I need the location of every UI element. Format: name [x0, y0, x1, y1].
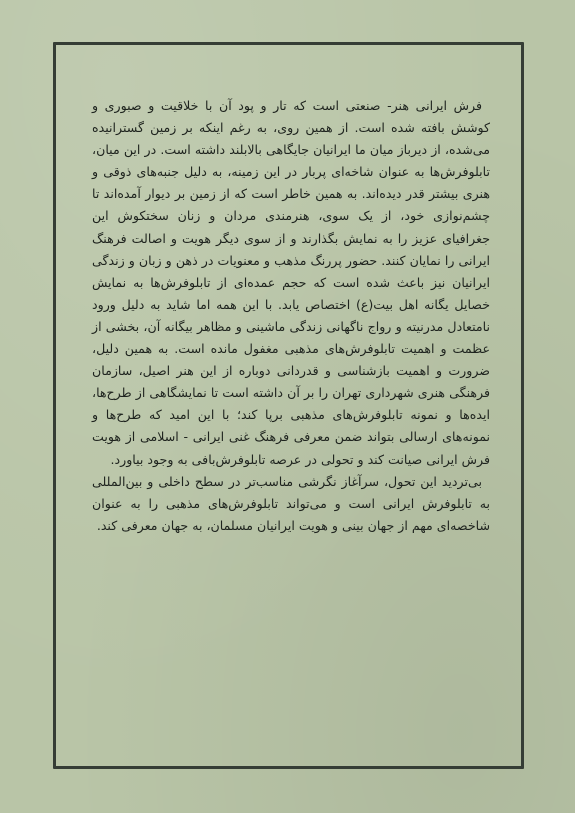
paragraph-2: بی‌تردید این تحول، سرآغاز نگرشی مناسب‌تر در سطح داخلی و بین‌المللی به تابلوفرش ایرانی است و می‌تواند تابلوفرش‌های مذهبی را به عنوان شاخصه‌ای مهم از جهان بینی و هویت ایرانیان مسلمان، به جهان معرفی کند. — [92, 473, 490, 533]
body-text — [92, 95, 490, 537]
paragraph-1: فرش ایرانی هنر- صنعتی است که تار و پود آن با خلاقیت و صبوری و کوشش بافته شده است. از همین روی، به رغم اینکه بر زمین گسترانیده می‌شده، از دیرباز میان ما ایرانیان جایگاهی بالابلند داشته است. در این میان، تابلوفرش‌ها به عنوان شاخه‌ای پربار در این زمینه، به دلیل جنبه‌های ذوقی و هنری بیشتر قدر دیده‌اند. به همین خاطر است که از زمین بر دیوار آمده‌اند تا چشم‌نوازی خود، از یک سوی، هنرمندی مردان و زنان سختکوش این جغرافیای عزیز را به نمایش بگذارند و از سوی دیگر هویت و اصالت فرهنگ ایرانی را نمایان کنند. حضور پررنگ مذهب و معنویات در ذهن و زبان و زندگی ایرانیان نیز باعث شده است که حجم عمده‌ای از تابلوفرش‌ها به نمایش خصایل یگانه اهل بیت(ع) اختصاص یابد. با این همه اما شاید به دلیل ورود نامتعادل مدرنیته و رواج ناگهانی زندگی ماشینی و مظاهر بیگانه آن، بخشی از عظمت و اهمیت تابلوفرش‌های مذهبی مغفول مانده است. به همین دلیل، ضرورت و اهمیت بازشناسی و قدردانی دوباره از این هنر اصیل، سازمان فرهنگی هنری شهرداری تهران را بر آن داشته است تا نمایشگاهی از طرح‌ها، ایده‌ها و نمونه تابلوفرش‌های مذهبی برپا کند؛ با این امید که طرح‌ها و نمونه‌های ارسالی بتواند ضمن معرفی فرهنگ غنی ایرانی - اسلامی از هویت فرش ایرانی صیانت کند و تحولی در عرصه تابلوفرش‌بافی به وجود بیاورد. — [92, 98, 490, 467]
